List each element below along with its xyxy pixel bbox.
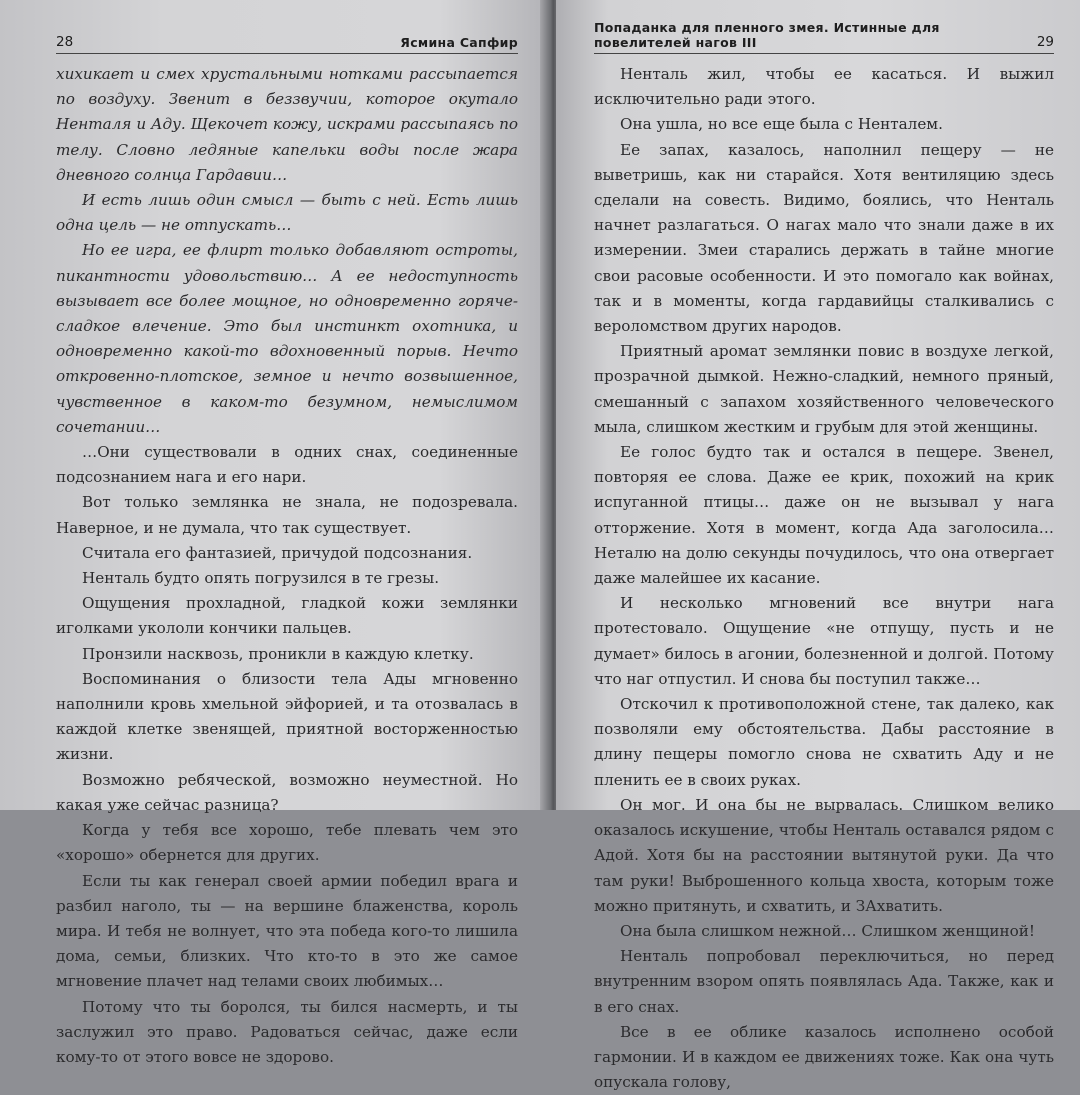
paragraph: Она ушла, но все еще была с Ненталем. [620,115,943,134]
paragraph: Вот только землянка не знала, не подозревала. Наверное, и не думала, что так существует. [56,493,518,537]
paragraph: Потому что ты боролся, ты бился насмерть, и ты заслужил это право. Радоваться сейчас, даже если кому-то от этого вовсе не здорово. [56,997,518,1066]
paragraph: И есть лишь один смысл — быть с ней. Есть лишь одна цель — не отпускать… [56,191,518,235]
paragraph: хихикает и смех хрустальными нотками рассыпается по воздуху. Звенит в беззвучии, которое окутало Ненталя и Аду. Щекочет кожу, искрами рассыпаясь по телу. Словно ледяные капельки воды после жара дневного солнца Гардавии… [56,65,518,184]
paragraph: Возможно ребяческой, возможно неуместной. Но какая уже сейчас разница? [56,770,518,814]
paragraph: Ненталь будто опять погрузился в те грезы. [82,569,440,588]
paragraph: Отскочил к противоположной стене, так далеко, как позволяли ему обстоятельства. Дабы расстояние в длину пещеры помогло снова не схватить Аду и не пленить ее в своих руках. [594,695,1054,789]
right-running-head-title: Попаданка для пленного змея. Истинные для повелителей нагов III [594,20,940,50]
left-running-head-title: Ясмина Сапфир [400,35,518,50]
paragraph: Он мог. И она бы не вырвалась. Слишком велико оказалось искушение, чтобы Ненталь оставался рядом с Адой. Хотя бы на расстоянии вытянутой руки. Да что там руки! Выброшенного кольца хвоста, которым тоже можно притянуть, и схватить, и ЗАхватить. [594,795,1054,915]
left-page-number: 28 [56,34,74,50]
right-page-number: 29 [1036,34,1054,50]
paragraph: Приятный аромат землянки повис в воздухе легкой, прозрачной дымкой. Нежно-сладкий, немного пряный, смешанный с запахом хозяйственного человеческого мыла, слишком жестким и грубым для этой женщины. [594,342,1054,436]
right-page-text [594,62,1054,1095]
paragraph: Ее запах, казалось, наполнил пещеру — не выветришь, как ни старайся. Хотя вентиляцию здесь сделали на совесть. Видимо, боялись, что Ненталь начнет разлагаться. О нагах мало что знали даже в их измерении. Змеи старались держать в тайне многие свои расовые особенности. И это помогало как войнах, так и в моменты, когда гардавийцы сталкивались с вероломством других народов. [594,140,1054,336]
paragraph: Если ты как генерал своей армии победил врага и разбил наголо, ты — на вершине блаженства, король мира. И тебя не волнует, что эта победа кого-то лишила дома, семьи, близких. Что кто-то в это же самое мгновение плачет над телами своих любимых… [56,871,518,991]
paragraph: Она была слишком нежной… Слишком женщиной! [620,921,1035,940]
paragraph: Но ее игра, ее флирт только добавляют остроты, пикантности удовольствию… А ее недоступность вызывает все более мощное, но одновременно горяче-сладкое влечение. Это был инстинкт охотника, и одновременно какой-то вдохновенный порыв. Нечто откровенно-плотское, земное и нечто возвышенное, чувственное в каком-то безумном, немыслимом сочетании… [56,241,518,436]
right-running-head [594,22,1054,54]
paragraph: Когда у тебя все хорошо, тебе плевать чем это «хорошо» обернется для других. [56,821,518,865]
paragraph: И несколько мгновений все внутри нага протестовало. Ощущение «не отпущу, пусть и не думает» билось в агонии, болезненной и долгой. Потому что наг отпустил. И снова бы поступил также… [594,594,1054,688]
left-page [0,0,548,1066]
paragraph: Считала его фантазией, причудой подсознания. [82,543,473,562]
left-running-head [56,22,518,54]
paragraph: Ненталь жил, чтобы ее касаться. И выжил исключительно ради этого. [594,65,1054,109]
paragraph: …Они существовали в одних снах, соединенные подсознанием нага и его нари. [56,443,518,487]
paragraph: Ощущения прохладной, гладкой кожи землянки иголками укололи кончики пальцев. [56,594,518,638]
paragraph: Пронзили насквозь, проникли в каждую клетку. [82,644,474,663]
right-page [556,0,1080,1092]
paragraph: Все в ее облике казалось исполнено особой гармонии. И в каждом ее движениях тоже. Как она чуть опускала голову, [594,1022,1054,1092]
paragraph: Ненталь попробовал переключиться, но перед внутренним взором опять появлялась Ада. Также, как и в его снах. [594,947,1054,1016]
paragraph: Воспоминания о близости тела Ады мгновенно наполнили кровь хмельной эйфорией, и та отозвалась в каждой клетке звенящей, приятной восторженностью жизни. [56,669,518,764]
left-page-text [56,62,518,1070]
paragraph: Ее голос будто так и остался в пещере. Звенел, повторяя ее слова. Даже ее крик, похожий на крик испуганной птицы… даже он не вызывал у нага отторжение. Хотя в момент, когда Ада заголосила… Неталю на долю секунды почудилось, что она отвергает даже малейшее их касание. [594,443,1054,588]
